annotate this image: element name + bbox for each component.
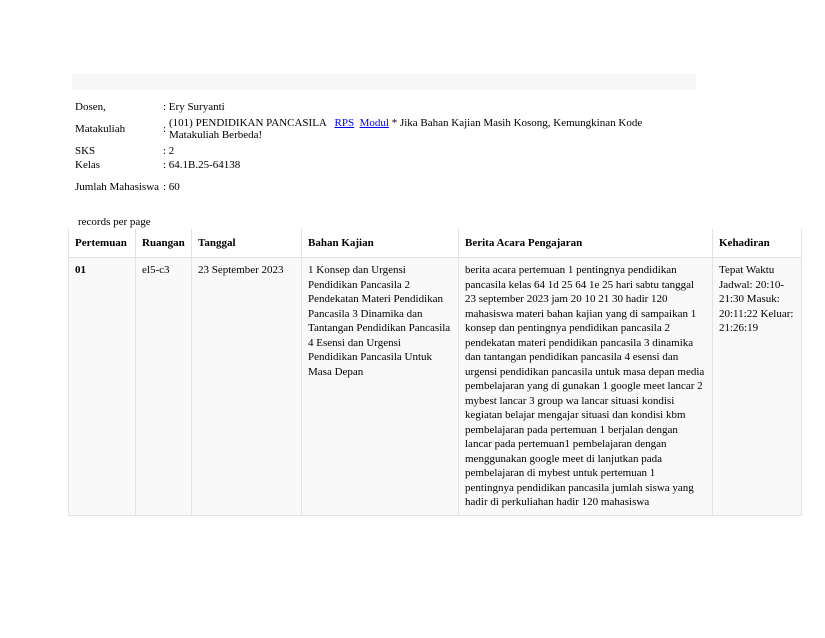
matakuliah-value: (101) PENDIDIKAN PANCASILA xyxy=(169,117,327,129)
attendance-table xyxy=(68,229,802,516)
course-info xyxy=(75,100,679,202)
header-tanggal[interactable]: Tanggal xyxy=(192,229,302,258)
header-berita-acara[interactable]: Berita Acara Pengajaran xyxy=(459,229,713,258)
cell-ruangan: el5-c3 xyxy=(136,258,192,516)
cell-kehadiran: Tepat Waktu Jadwal: 20:10-21:30 Masuk: 20:11:22 Keluar: 21:26:19 xyxy=(713,258,802,516)
table-row xyxy=(69,258,802,516)
dosen-label: Dosen, xyxy=(75,101,106,113)
matakuliah-cell xyxy=(163,114,679,144)
header-bahan-kajian[interactable]: Bahan Kajian xyxy=(302,229,459,258)
dosen-value: : Ery Suryanti xyxy=(163,101,225,113)
modul-link[interactable]: Modul xyxy=(359,117,389,129)
matakuliah-note: * Jika Bahan Kajian Masih Kosong, Kemungkinan Kode Matakuliah Berbeda! xyxy=(169,117,643,141)
matakuliah-prefix: : xyxy=(163,123,167,135)
cell-bahan-kajian: 1 Konsep dan Urgensi Pendidikan Pancasila 2 Pendekatan Materi Pendidikan Pancasila 3 Dinamika dan Tantangan Pendidikan Pancasila 4 Esensi dan Urgensi Pendidikan Pancasila Untuk Masa Depan xyxy=(302,258,459,516)
kelas-value: : 64.1B.25-64138 xyxy=(163,159,241,171)
matakuliah-label: Matakuliah xyxy=(75,123,126,135)
cell-tanggal: 23 September 2023 xyxy=(192,258,302,516)
sks-value: : 2 xyxy=(163,145,175,157)
sks-label: SKS xyxy=(75,145,96,157)
header-kehadiran[interactable]: Kehadiran xyxy=(713,229,802,258)
records-per-page: records per page xyxy=(78,216,151,228)
kelas-label: Kelas xyxy=(75,159,101,171)
table-header-row xyxy=(69,229,802,258)
cell-berita-acara: berita acara pertemuan 1 pentingnya pendidikan pancasila kelas 64 1d 25 64 1e 25 hari sabtu tanggal 23 september 2023 jam 20 10 21 30 hadir 120 mahasiswa materi bahan kajian yang di sampaikan 1 konsep dan pentingnya pendidikan pancasila 2 pendekatan materi pendidikan pancasila 3 dinamika dan tantangan pendidikan pancasila 4 esensi dan urgensi pendidikan pancasila untuk masa depan media pembelajaran yang di gunakan 1 google meet lancar 2 mybest lancar 3 group wa lancar situasi kondisi kegiatan belajar mengajar situasi dan kondisi kbm pembelajaran pada pertemuan 1 berjalan dengan lancar pada pertemuan1 pembelajaran dengan menggunakan google meet di lanjutkan pada pembelajaran di mybest untuk pertemuan 1 pentingnya pendidikan pancasila jumlah siswa yang hadir di perkuliahan hadir 120 mahasiswa xyxy=(459,258,713,516)
jumlah-mahasiswa-value: : 60 xyxy=(163,181,180,193)
header-pertemuan[interactable]: Pertemuan xyxy=(69,229,136,258)
top-bar xyxy=(72,74,696,90)
cell-pertemuan: 01 xyxy=(69,258,136,516)
jumlah-mahasiswa-label: Jumlah Mahasiswa xyxy=(75,181,160,193)
rps-link[interactable]: RPS xyxy=(334,117,355,129)
header-ruangan[interactable]: Ruangan xyxy=(136,229,192,258)
